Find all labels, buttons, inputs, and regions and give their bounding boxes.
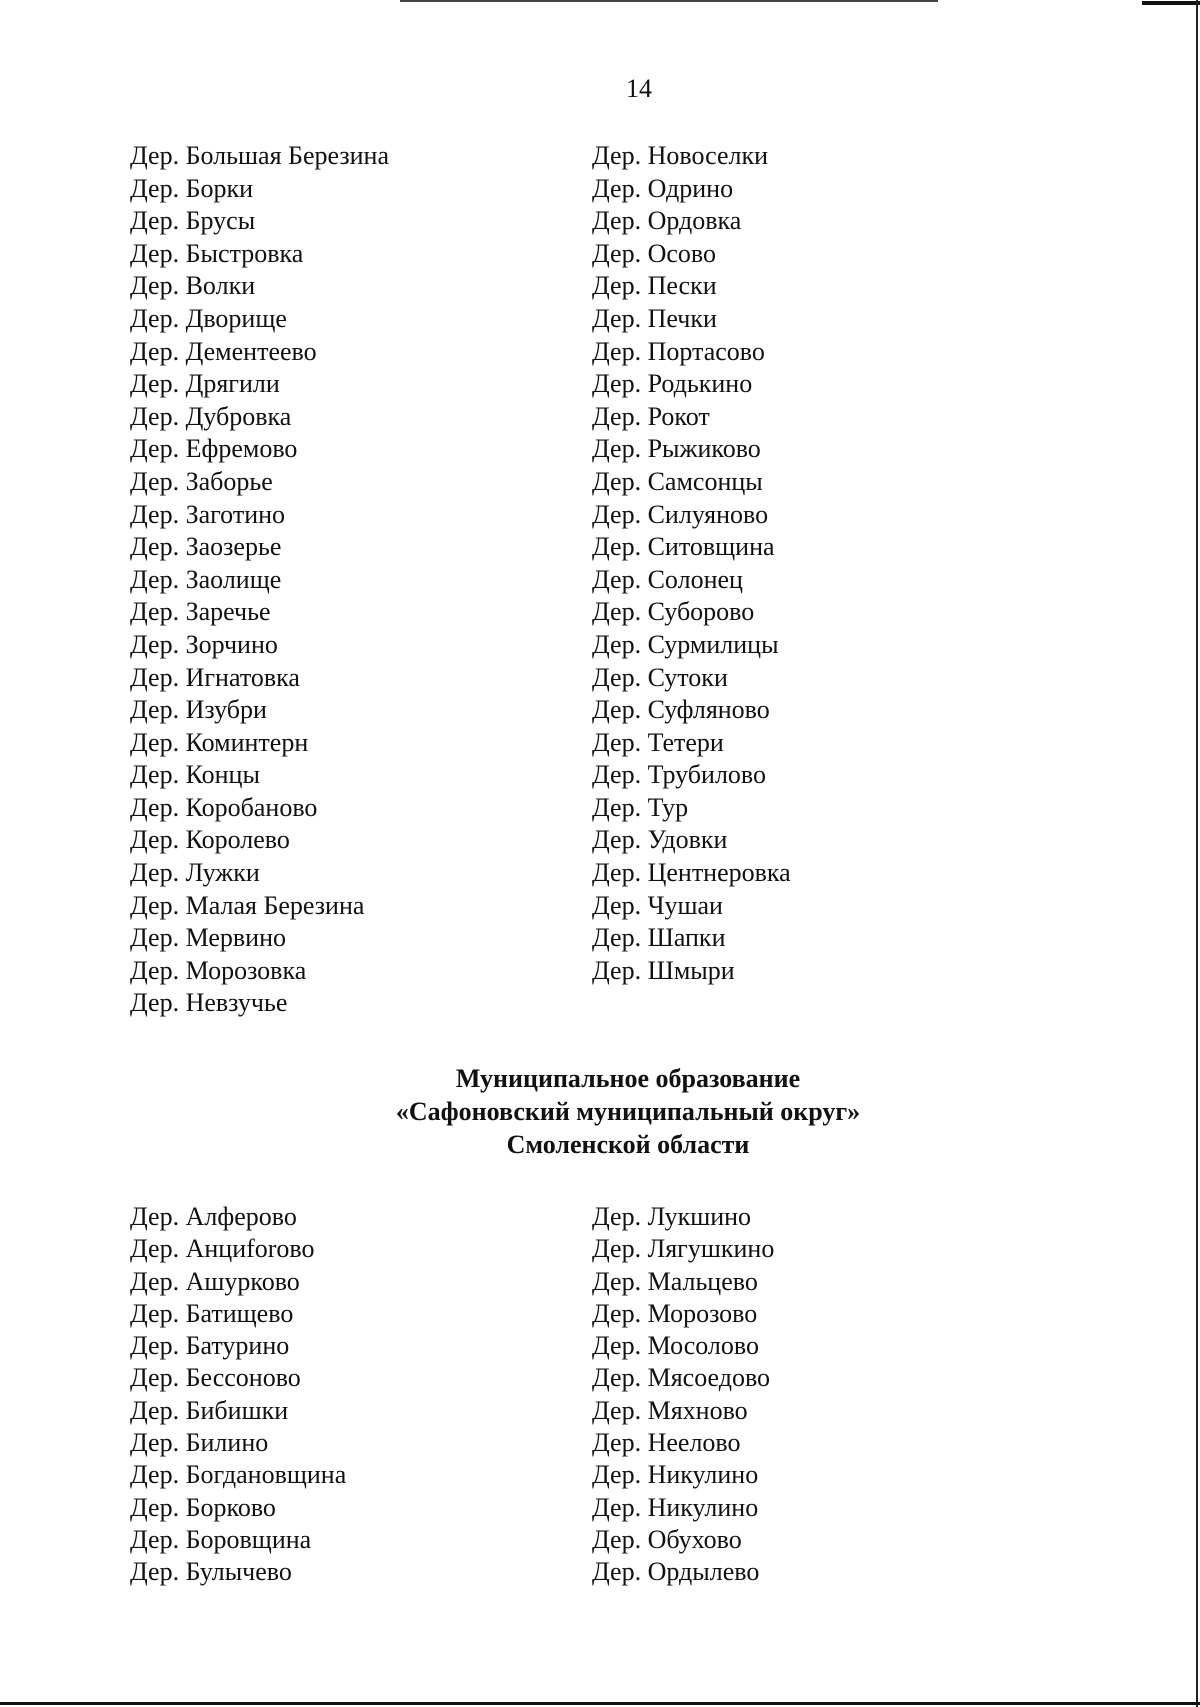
list-item: Дер. Лужки [130, 858, 260, 888]
list-item: Дер. Рокот [592, 401, 710, 431]
list-item: Дер. Силуяново [592, 499, 769, 529]
list-item: Дер. Бибишки [130, 1395, 289, 1425]
list-item: Дер. Заготино [130, 499, 286, 529]
list-item: Дер. Богдановщина [130, 1460, 347, 1490]
list-item: Дер. Заречье [130, 597, 271, 627]
list-item: Дер. Батурино [130, 1331, 290, 1361]
section-heading [0, 1062, 1200, 1161]
list-item: Дер. Удовки [592, 825, 728, 855]
list-item: Дер. Анциforово [130, 1234, 315, 1264]
village-list-1-left [130, 140, 389, 1020]
list-item: Дер. Шапки [592, 923, 726, 953]
list-item: Дер. Лукшино [592, 1202, 752, 1231]
list-item: Дер. Большая Березина [130, 141, 389, 170]
list-item: Дер. Бессоново [130, 1363, 301, 1393]
list-item: Дер. Никулино [592, 1460, 759, 1490]
list-item: Дер. Неелово [592, 1428, 741, 1458]
list-item: Дер. Быстровка [130, 238, 304, 268]
village-list-2-right [592, 1201, 774, 1589]
list-item: Дер. Борки [130, 173, 254, 203]
page-number: 14 [626, 74, 652, 103]
list-item: Дер. Борково [130, 1492, 276, 1522]
list-item: Дер. Самсонцы [592, 466, 763, 496]
list-item: Дер. Тетери [592, 727, 724, 757]
list-item: Дер. Шмыри [592, 955, 735, 985]
section-heading-line-3: Смоленской области [506, 1130, 750, 1159]
list-item: Дер. Изубри [130, 695, 267, 725]
list-item: Дер. Ордовка [592, 206, 742, 236]
list-item: Дер. Суфляново [592, 695, 770, 725]
scan-border-bottom [0, 1702, 1200, 1705]
list-item: Дер. Чушаи [592, 890, 723, 920]
list-item: Дер. Лягушкино [592, 1234, 775, 1264]
village-list-2-left [130, 1201, 346, 1589]
list-item: Дер. Боровщина [130, 1524, 312, 1554]
scan-border-top [400, 0, 938, 2]
list-item: Дер. Королево [130, 825, 290, 855]
scan-border-right [1196, 0, 1198, 1707]
list-item: Дер. Рыжиково [592, 434, 761, 464]
list-item: Дер. Ефремово [130, 434, 298, 464]
list-item: Дер. Трубилово [592, 760, 767, 790]
list-item: Дер. Пески [592, 271, 717, 301]
list-item: Дер. Ситовщина [592, 532, 775, 562]
list-item: Дер. Концы [130, 760, 260, 790]
list-item: Дер. Печки [592, 303, 717, 333]
list-item: Дер. Дворище [130, 303, 287, 333]
list-item: Дер. Дрягили [130, 369, 280, 399]
list-item: Дер. Мяхново [592, 1395, 748, 1425]
list-item: Дер. Невзучье [130, 988, 288, 1018]
list-item: Дер. Волки [130, 271, 256, 301]
list-item: Дер. Мервино [130, 923, 287, 953]
list-item: Дер. Никулино [592, 1492, 759, 1522]
list-item: Дер. Ордылево [592, 1557, 760, 1587]
list-item: Дер. Портасово [592, 336, 765, 366]
list-item: Дер. Батищево [130, 1298, 294, 1328]
section-heading-line-1: Муниципальное образование [455, 1064, 801, 1093]
list-item: Дер. Зорчино [130, 629, 278, 659]
list-item: Дер. Морозово [592, 1298, 758, 1328]
list-item: Дер. Одрино [592, 173, 734, 203]
list-item: Дер. Солонец [592, 564, 743, 594]
list-item: Дер. Дубровка [130, 401, 292, 431]
list-item: Дер. Мясоедово [592, 1363, 771, 1393]
list-item: Дер. Тур [592, 792, 689, 822]
list-item: Дер. Обухово [592, 1524, 742, 1554]
list-item: Дер. Суборово [592, 597, 755, 627]
list-item: Дер. Алферово [130, 1202, 297, 1231]
list-item: Дер. Коминтерн [130, 727, 309, 757]
list-item: Дер. Сутоки [592, 662, 728, 692]
list-item: Дер. Заборье [130, 466, 273, 496]
list-item: Дер. Сурмилицы [592, 629, 779, 659]
list-item: Дер. Новоселки [592, 141, 769, 170]
list-item: Дер. Булычево [130, 1557, 292, 1587]
list-item: Дер. Осово [592, 238, 717, 268]
list-item: Дер. Заозерье [130, 532, 282, 562]
list-item: Дер. Мосолово [592, 1331, 759, 1361]
list-item: Дер. Малая Березина [130, 890, 365, 920]
list-item: Дер. Мальцево [592, 1266, 758, 1296]
village-list-1-right [592, 140, 791, 987]
list-item: Дер. Дементеево [130, 336, 317, 366]
list-item: Дер. Центнеровка [592, 858, 791, 888]
list-item: Дер. Морозовка [130, 955, 307, 985]
list-item: Дер. Родькино [592, 369, 753, 399]
list-item: Дер. Игнатовка [130, 662, 300, 692]
list-item: Дер. Заолище [130, 564, 282, 594]
list-item: Дер. Билино [130, 1428, 269, 1458]
scan-border-top-right [1142, 1, 1200, 5]
list-item: Дер. Брусы [130, 206, 256, 236]
section-heading-line-2: «Сафоновский муниципальный округ» [395, 1097, 861, 1126]
list-item: Дер. Коробаново [130, 792, 318, 822]
list-item: Дер. Ашурково [130, 1266, 300, 1296]
